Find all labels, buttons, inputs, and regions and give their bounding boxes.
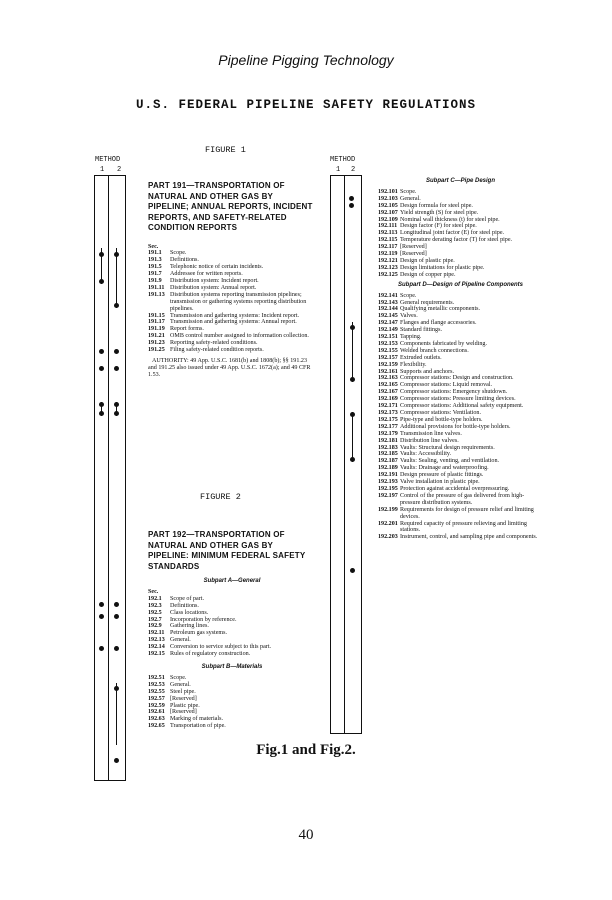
section-number: 192.7 [148,616,162,623]
section-number: 192.147 [378,320,398,327]
section-number: 192.144 [378,306,398,313]
section-number: 191.11 [148,284,165,291]
section-title: Compressor stations: Emergency shutdown. [400,389,508,396]
section-number: 192.3 [148,602,162,609]
section-entry [148,285,316,292]
section-title: Welded branch connections. [400,347,469,354]
section-entry [378,203,543,210]
section-title: Valve installation in plastic pipe. [400,479,480,486]
method-col-2-right: 2 [351,166,356,174]
section-title: [Reserved] [170,695,197,702]
section-title: Gathering lines. [170,623,209,630]
section-title: Design pressure of plastic fittings. [400,472,484,479]
section-entry [378,375,543,382]
section-number: 192.13 [148,637,165,644]
section-number: 192.113 [378,230,398,237]
section-entry [378,237,543,244]
section-title: Design factor (F) for steel pipe. [400,223,477,230]
section-entry [378,355,543,362]
section-title: Temperature derating factor (T) for steel pipe. [400,237,513,244]
section-title: Tapping. [400,334,422,341]
method-column-left [94,175,126,781]
section-title: Telephonic notice of certain incidents. [170,264,264,271]
part-191-list [148,250,316,354]
section-entry [378,189,543,196]
section-title: Rules of regulatory construction. [170,651,251,658]
section-entry [378,348,543,355]
section-title: Petroleum gas systems. [170,630,228,637]
section-title: Transportation of pipe. [170,723,226,730]
section-entry [378,431,543,438]
section-title: Filing safety-related condition reports. [170,347,264,354]
section-title: Addressee for written reports. [170,271,243,278]
part-191-heading: PART 191—TRANSPORTATION OF NATURAL AND OTHER GAS BY PIPELINE; ANNUAL REPORTS, INCIDENT REPORTS, AND SAFETY-RELATED CONDITION REPORTS [148,181,313,232]
section-number: 192.5 [148,609,162,616]
section-number: 192.173 [378,410,398,416]
section-number: 192.199 [378,506,398,513]
subpart-b-heading: Subpart B—Materials [201,663,263,670]
section-number: 191.15 [148,312,165,319]
subpart-c-list [378,189,543,279]
section-entry [148,696,316,703]
method-col-1-left: 1 [100,166,105,174]
section-title: Steel pipe. [170,688,196,695]
section-entry [378,293,543,300]
section-number: 192.145 [378,313,398,320]
section-number: 192.183 [378,444,398,451]
section-entry [378,479,543,486]
section-number: 192.61 [148,709,165,716]
subpart-a-heading: Subpart A—General [203,578,261,584]
section-entry [378,210,543,217]
part-192-heading: PART 192—TRANSPORTATION OF NATURAL AND OTHER GAS BY PIPELINE: MINIMUM FEDERAL SAFETY STANDARDS [148,530,306,571]
method-label-right: METHOD [330,156,356,164]
section-title: Compressor stations: Design and construction. [400,375,514,382]
section-entry [378,472,543,479]
section-number: 192.121 [378,257,398,264]
section-number: 192.169 [378,396,398,403]
section-number: 192.167 [378,389,398,396]
section-entry [378,265,543,272]
section-title: Qualifying metallic components. [400,306,481,313]
section-title: Flexibility. [400,361,427,368]
section-title: Vaults: Sealing, venting, and ventilation. [400,458,500,465]
section-number: 192.177 [378,423,398,430]
section-number: 192.163 [378,375,398,382]
section-title: Standard fittings. [400,327,442,334]
section-entry [378,521,543,535]
section-number: 192.191 [378,472,398,479]
section-title: General. [400,195,421,202]
section-number: 191.7 [148,271,162,278]
section-title: Report forms. [170,326,204,333]
running-header: Pipeline Pigging Technology [218,52,394,68]
section-entry [148,682,316,689]
section-entry [148,347,316,354]
section-number: 192.57 [148,695,165,702]
section-title: Required capacity of pressure relieving and limiting stations. [400,520,527,534]
section-number: 191.1 [148,250,162,257]
section-entry [378,445,543,452]
section-title: Design of plastic pipe. [400,257,455,264]
method-label-left: METHOD [95,156,121,164]
section-number: 192.125 [378,271,398,278]
section-entry [148,630,316,637]
part-192-section [148,530,316,730]
section-title: Scope of part. [170,595,205,602]
section-number: 192.119 [378,251,398,258]
section-title: Definitions. [170,602,199,609]
section-entry [378,507,543,521]
section-entry [148,703,316,710]
section-title: Scope. [400,292,417,299]
section-number: 191.23 [148,340,165,347]
method-col-2-left: 2 [117,166,122,174]
section-entry [148,675,316,682]
section-title: Scope. [400,188,417,195]
section-title: Compressor stations: Liquid removal. [400,382,493,389]
section-entry [148,610,316,617]
authority-note: AUTHORITY: 49 App. U.S.C. 1681(b) and 1808(b); §§ 191.23 and 191.25 also issued under 49 App. U.S.C. 1672(a); and 49 CFR 1.53. [148,358,311,378]
section-title: Distribution line valves. [400,437,459,444]
section-title: Components fabricated by welding. [400,340,487,347]
section-entry [148,723,316,730]
section-title: Vaults: Accessibility. [400,451,452,458]
section-entry [378,334,543,341]
section-entry [148,596,316,603]
section-title: Distribution systems reporting transmission pipelines; transmission or gathering systems reporting distribution pipelines. [170,291,307,312]
section-number: 192.51 [148,674,165,681]
section-entry [148,617,316,624]
section-entry [378,410,543,417]
section-entry [378,258,543,265]
section-number: 192.157 [378,354,398,361]
section-number: 192.1 [148,595,162,602]
section-title: Valves. [400,313,418,320]
section-title: Nominal wall thickness (t) for steel pipe. [400,216,500,223]
subpart-b-list [148,675,316,730]
section-entry [148,292,316,313]
section-number: 192.151 [378,334,398,341]
section-title: General requirements. [400,299,455,306]
section-number: 192.187 [378,458,398,465]
section-number: 192.101 [378,188,398,195]
section-number: 191.17 [148,319,165,326]
section-number: 192.175 [378,416,398,423]
section-entry [378,534,543,541]
section-title: OMB control number assigned to information collection. [170,333,309,340]
method-divider-right [344,175,345,733]
section-entry [378,306,543,313]
section-title: Design of copper pipe. [400,271,456,278]
section-title: Transmission and gathering systems: Incident report. [170,312,300,319]
section-entry [148,637,316,644]
section-number: 192.143 [378,299,398,306]
section-number: 192.63 [148,716,165,723]
section-title: Transmission and gathering systems: Annual report. [170,319,297,326]
section-title: Distribution system: Incident report. [170,278,259,285]
section-entry [148,278,316,285]
section-number: 191.3 [148,257,162,264]
section-number: 192.193 [378,479,398,486]
section-title: General. [170,681,191,688]
section-entry [378,493,543,507]
section-number: 192.107 [378,209,398,216]
section-title: General. [170,637,191,644]
section-number: 192.153 [378,340,398,347]
section-number: 192.9 [148,623,162,630]
section-number: 192.161 [378,368,398,375]
section-title: Flanges and flange accessories. [400,320,477,327]
section-entry [378,369,543,376]
section-number: 192.165 [378,382,398,389]
section-entry [378,327,543,334]
section-number: 191.5 [148,264,162,271]
page-title: U.S. FEDERAL PIPELINE SAFETY REGULATIONS [135,98,477,112]
section-title: Design formula for steel pipe. [400,202,473,209]
section-entry [148,271,316,278]
sec-label-192: Sec. [148,588,159,595]
section-title: Compressor stations: Pressure limiting devices. [400,396,516,403]
section-number: 192.155 [378,347,398,354]
section-number: 192.105 [378,202,398,209]
section-title: Vaults: Drainage and waterproofing. [400,465,489,472]
section-entry [378,196,543,203]
section-entry [378,251,543,258]
section-number: 192.109 [378,216,398,223]
section-entry [148,689,316,696]
section-entry [378,486,543,493]
section-number: 191.19 [148,326,165,333]
section-entry [378,341,543,348]
section-number: 191.25 [148,347,165,354]
section-title: Requirements for design of pressure relief and limiting devices. [400,506,534,520]
section-number: 192.141 [378,292,398,299]
section-title: Scope. [170,674,187,681]
section-entry [148,603,316,610]
section-title: Incorporation by reference. [170,616,237,623]
section-title: Compressor stations: Ventilation. [400,410,481,416]
section-number: 192.189 [378,465,398,472]
section-number: 192.159 [378,361,398,368]
section-number: 191.9 [148,278,162,285]
section-entry [378,424,543,431]
subpart-a-list [148,596,316,658]
section-number: 192.15 [148,651,165,658]
method-col-1-right: 1 [336,166,341,174]
section-title: Control of the pressure of gas delivered from high-pressure distribution systems. [400,492,525,506]
section-entry [378,362,543,369]
section-entry [378,451,543,458]
section-title: Longitudinal joint factor (E) for steel pipe. [400,230,505,237]
section-number: 192.201 [378,520,398,527]
section-entry [378,438,543,445]
section-number: 192.59 [148,702,165,709]
subpart-c-heading: Subpart C—Pipe Design [425,178,495,184]
section-number: 192.111 [378,223,398,230]
right-column-section [378,176,543,541]
subpart-d-list [378,293,543,542]
method-divider-left [108,175,109,780]
section-entry [378,382,543,389]
section-number: 191.21 [148,333,165,340]
part-191-section [148,181,316,379]
section-entry [378,417,543,424]
section-title: Yield strength (S) for steel pipe. [400,209,479,216]
section-title: Plastic pipe. [170,702,200,709]
section-title: [Reserved] [170,709,197,716]
section-title: Vaults: Structural design requirements. [400,444,495,451]
section-number: 192.197 [378,492,398,499]
section-number: 192.115 [378,237,398,244]
method-column-right [330,175,362,734]
section-title: Design limitations for plastic pipe. [400,264,485,271]
section-number: 192.149 [378,327,398,334]
section-title: Distribution system: Annual report. [170,284,257,291]
section-title: Protection against accidental overpressuring. [400,485,510,492]
section-title: [Reserved] [400,251,427,258]
sec-label: Sec. [148,243,159,250]
section-number: 192.11 [148,630,165,637]
section-number: 191.13 [148,291,165,298]
section-title: Extruded outlets. [400,354,442,361]
section-entry [148,623,316,630]
section-number: 192.171 [378,403,398,410]
section-title: Compressor stations: Additional safety equipment. [400,403,524,410]
section-number: 192.179 [378,430,398,437]
section-title: Class locations. [170,609,209,616]
section-title: Supports and anchors. [400,368,454,375]
section-number: 192.65 [148,723,165,730]
section-number: 192.123 [378,264,398,271]
section-title: Definitions. [170,257,199,264]
section-entry [378,403,543,410]
figure-caption: Fig.1 and Fig.2. [256,742,356,758]
section-title: Pipe-type and bottle-type holders. [400,416,483,423]
section-number: 192.203 [378,534,398,541]
section-entry [378,272,543,279]
figure-1-label: FIGURE 1 [205,145,246,155]
section-number: 192.53 [148,681,165,688]
section-title: Conversion to service subject to this part. [170,644,272,651]
section-number: 192.195 [378,485,398,492]
section-entry [148,313,316,320]
section-title: Additional provisions for bottle-type holders. [400,423,511,430]
section-number: 192.14 [148,644,165,651]
figure-2-label: FIGURE 2 [200,492,241,502]
section-entry [148,651,316,658]
section-entry [378,389,543,396]
section-title: Scope. [170,250,187,257]
section-entry [378,244,543,251]
section-title: Marking of materials. [170,716,223,723]
section-number: 192.185 [378,451,398,458]
section-title: Transmission line valves. [400,430,462,437]
section-number: 192.181 [378,437,398,444]
section-title: Reporting safety-related conditions. [170,340,258,347]
page-number: 40 [298,827,314,843]
section-number: 192.103 [378,195,398,202]
subpart-d-heading: Subpart D—Design of Pipeline Components [397,281,523,288]
section-title: [Reserved] [400,244,427,251]
section-number: 192.55 [148,688,165,695]
section-title: Instrument, control, and sampling pipe and components. [400,534,538,541]
section-number: 192.117 [378,244,398,251]
